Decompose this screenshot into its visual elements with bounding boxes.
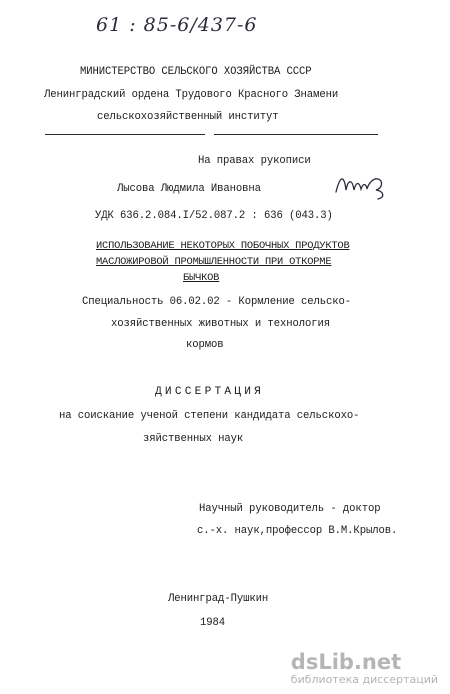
specialty-line-1: Специальность 06.02.02 - Кормление сельско-: [82, 296, 352, 308]
manuscript-rights: На правах рукописи: [198, 155, 311, 167]
title-line-1: ИСПОЛЬЗОВАНИЕ НЕКОТОРЫХ ПОБОЧНЫХ ПРОДУКТОВ: [96, 240, 350, 252]
title-line-3: БЫЧКОВ: [183, 272, 220, 284]
supervisor-line-1: Научный руководитель - доктор: [199, 503, 381, 515]
header-rule-right: [214, 134, 378, 135]
degree-line-2: зяйственных наук: [143, 433, 244, 445]
supervisor-line-2: с.-х. наук,профессор В.М.Крылов.: [197, 525, 398, 537]
place: Ленинград-Пушкин: [168, 593, 269, 605]
specialty-line-2: хозяйственных животных и технология: [111, 318, 331, 330]
watermark-tagline: библиотека диссертаций: [290, 673, 438, 686]
dissertation-heading: ДИССЕРТАЦИЯ: [155, 386, 265, 398]
author-name: Лысова Людмила Ивановна: [117, 183, 261, 195]
watermark: [291, 651, 438, 686]
watermark-brand: dsLib.net: [290, 650, 402, 674]
degree-line-1: на соискание ученой степени кандидата сельскохо-: [59, 410, 360, 422]
archive-number-handwritten: 61 : 85-6/437-6: [96, 14, 258, 36]
title-line-2: МАСЛОЖИРОВОЙ ПРОМЫШЛЕННОСТИ ПРИ ОТКОРМЕ: [96, 256, 332, 268]
institute-line-1: Ленинградский ордена Трудового Красного Знамени: [44, 89, 339, 101]
author-signature: [334, 170, 392, 202]
ministry-line: МИНИСТЕРСТВО СЕЛЬСКОГО ХОЗЯЙСТВА СССР: [80, 66, 312, 78]
header-rule-left: [45, 134, 205, 135]
year: 1984: [200, 617, 226, 629]
udc-code: УДК 636.2.084.I/52.087.2 : 636 (043.3): [95, 210, 333, 222]
specialty-line-3: кормов: [186, 339, 224, 351]
institute-line-2: сельскохозяйственный институт: [97, 111, 279, 123]
